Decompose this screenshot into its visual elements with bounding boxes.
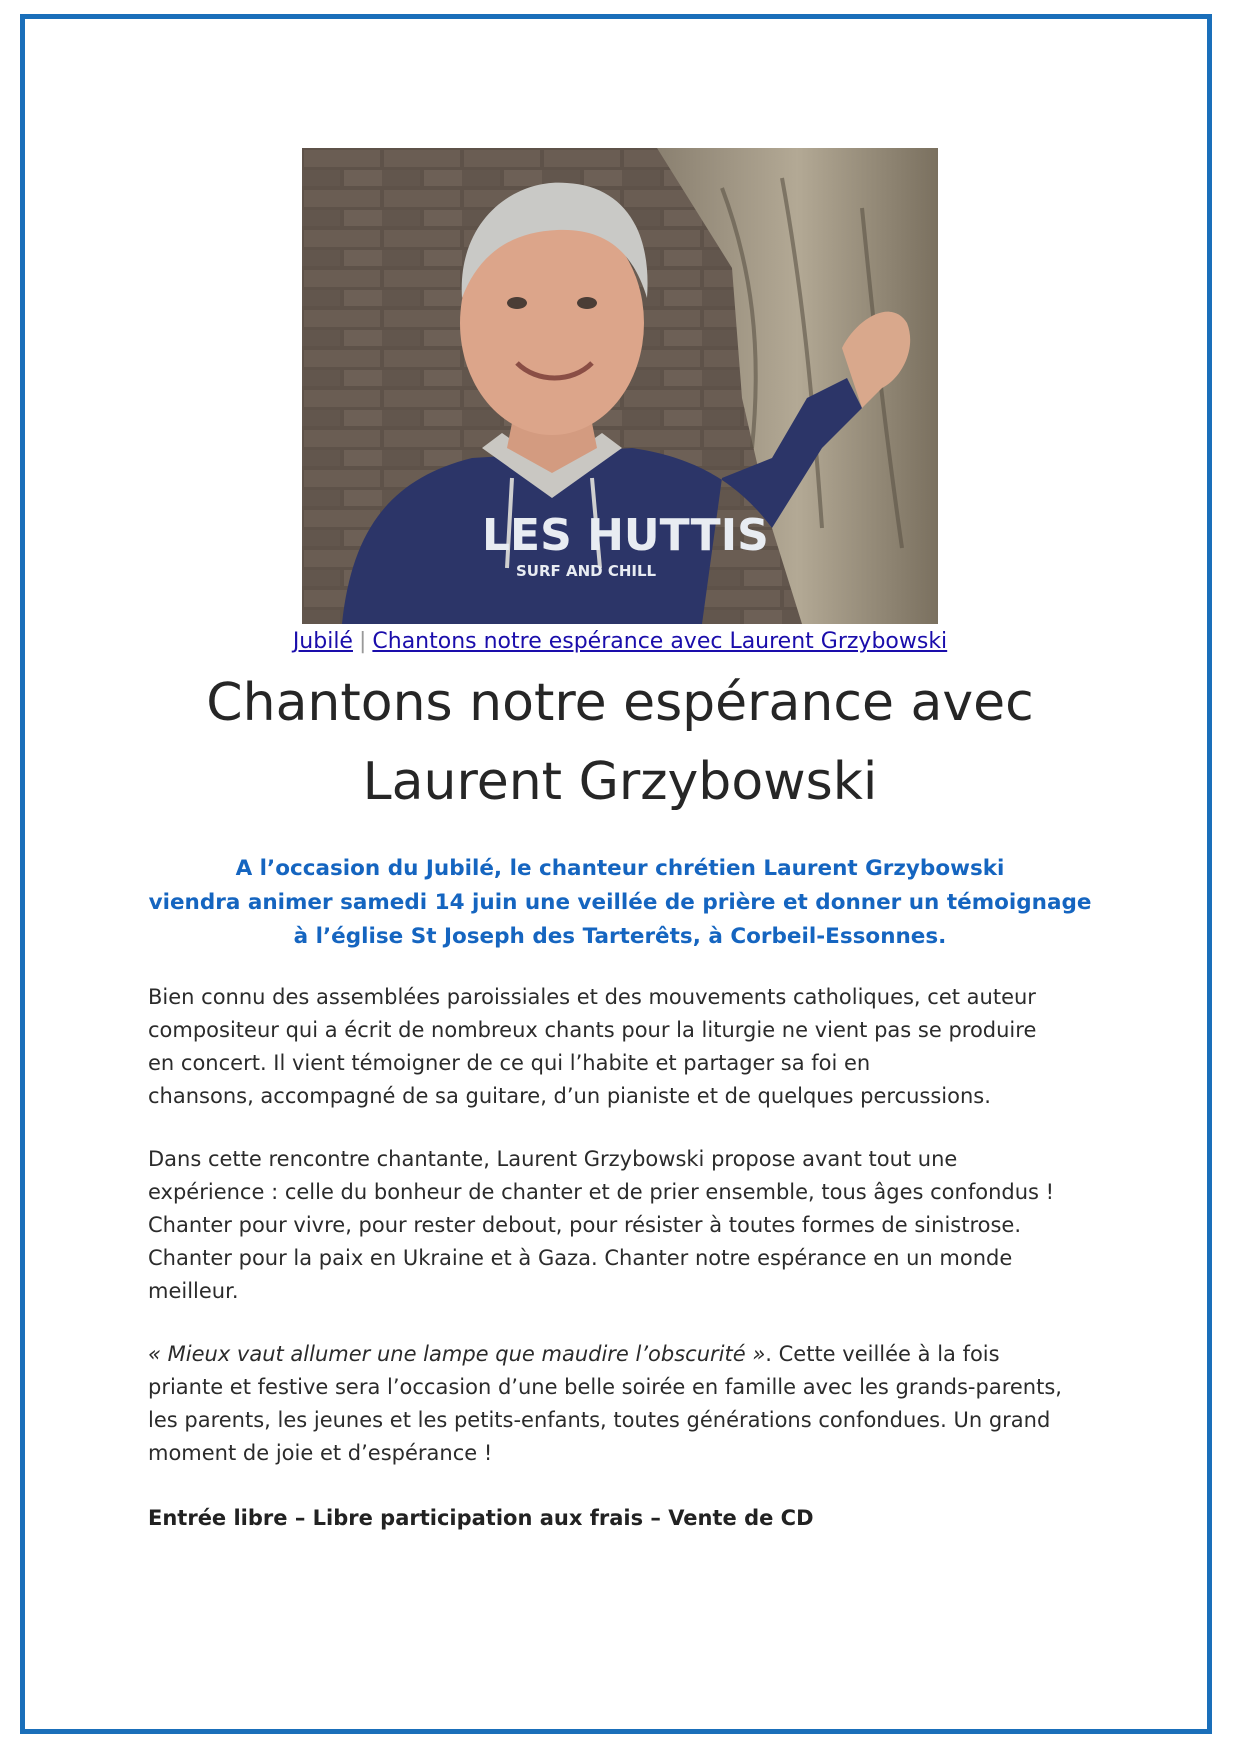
lead-line: viendra animer samedi 14 juin une veillée de prière et donner un témoignage xyxy=(148,890,1092,915)
text-line: expérience : celle du bonheur de chanter et de prier ensemble, tous âges confondus ! xyxy=(148,1180,1055,1204)
paragraph-veillee xyxy=(148,1338,1108,1470)
paragraph-presentation xyxy=(148,981,1108,1113)
text-line: priante et festive sera l’occasion d’une belle soirée en famille avec les grands-parents, xyxy=(148,1375,1062,1399)
lead-line: à l’église St Joseph des Tarterêts, à Corbeil-Essonnes. xyxy=(293,924,947,949)
text-line: Bien connu des assemblées paroissiales et des mouvements catholiques, cet auteur xyxy=(148,985,1036,1009)
sweatshirt-print-sub: SURF AND CHILL xyxy=(516,562,657,580)
practical-info: Entrée libre – Libre participation aux frais – Vente de CD xyxy=(148,1506,814,1530)
lead-paragraph xyxy=(120,852,1120,954)
text-line: les parents, les jeunes et les petits-enfants, toutes générations confondues. Un grand xyxy=(148,1408,1051,1432)
text-line: Chanter pour vivre, pour rester debout, pour résister à toutes formes de sinistrose. xyxy=(148,1213,1022,1237)
text-line: Chanter pour la paix en Ukraine et à Gaza. Chanter notre espérance en un monde xyxy=(148,1246,1013,1270)
breadcrumb-link-current[interactable]: Chantons notre espérance avec Laurent Grzybowski xyxy=(372,629,948,654)
text-line: . Cette veillée à la fois xyxy=(765,1342,1000,1366)
text-line: moment de joie et d’espérance ! xyxy=(148,1441,493,1465)
lead-line: A l’occasion du Jubilé, le chanteur chrétien Laurent Grzybowski xyxy=(235,856,1005,881)
page-title-line: Laurent Grzybowski xyxy=(362,752,878,812)
page-title-line: Chantons notre espérance avec xyxy=(206,673,1034,733)
portrait-photo xyxy=(302,148,938,624)
text-line: en concert. Il vient témoigner de ce qui l’habite et partager sa foi en xyxy=(148,1051,871,1075)
breadcrumb-link-jubile[interactable]: Jubilé xyxy=(292,629,353,654)
sweatshirt-print-main: LES HUTTIS xyxy=(482,510,769,561)
text-line: meilleur. xyxy=(148,1279,239,1303)
page-title xyxy=(200,664,1040,822)
text-line: Dans cette rencontre chantante, Laurent Grzybowski propose avant tout une xyxy=(148,1147,958,1171)
paragraph-rencontre xyxy=(148,1143,1108,1308)
text-line: chansons, accompagné de sa guitare, d’un pianiste et de quelques percussions. xyxy=(148,1084,991,1108)
text-line: compositeur qui a écrit de nombreux chants pour la liturgie ne vient pas se produire xyxy=(148,1018,1037,1042)
quote: « Mieux vaut allumer une lampe que maudire l’obscurité » xyxy=(148,1342,766,1366)
breadcrumb-separator: | xyxy=(358,629,367,654)
breadcrumb xyxy=(0,629,1240,654)
